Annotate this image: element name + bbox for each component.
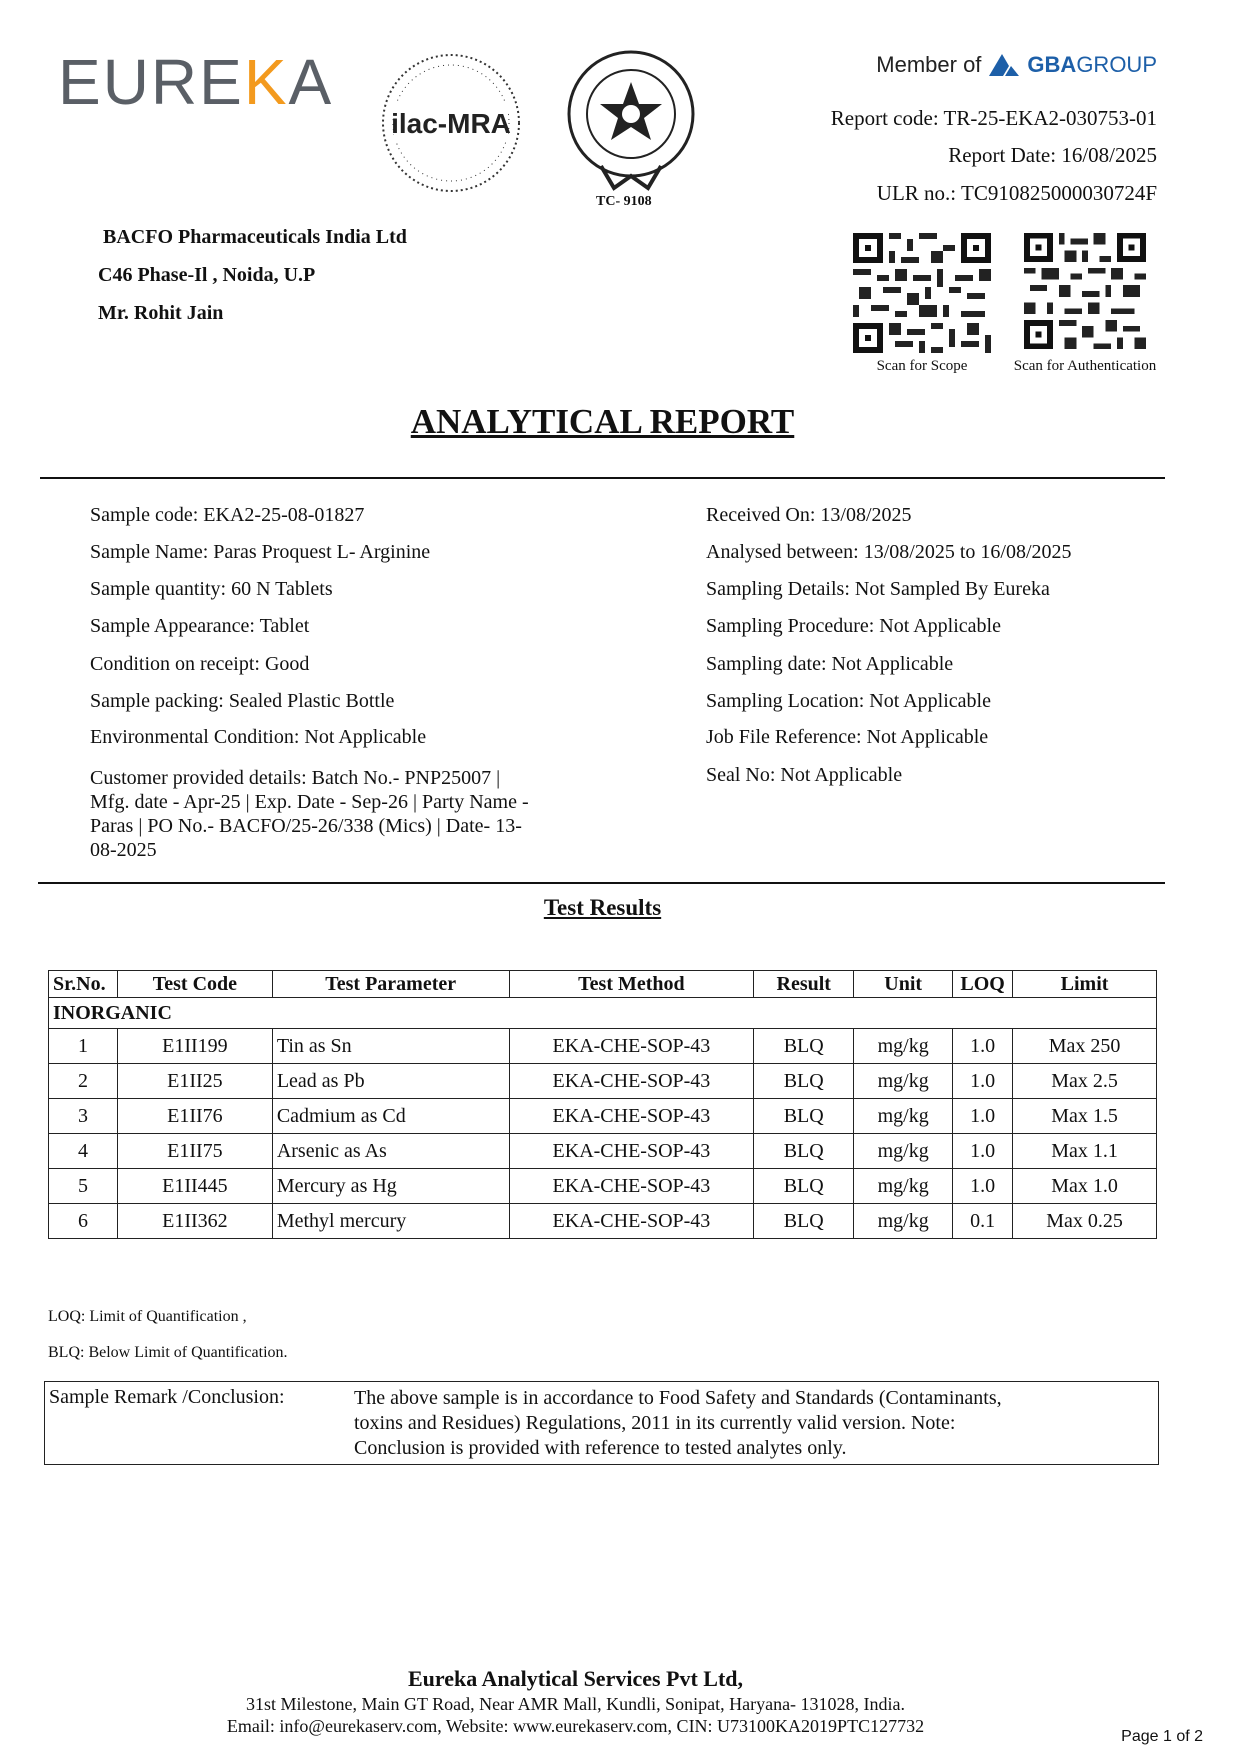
cell: E1II75 — [117, 1134, 272, 1169]
cell: Tin as Sn — [272, 1029, 509, 1064]
remark-text — [354, 1386, 1002, 1461]
cell: E1II362 — [117, 1204, 272, 1239]
sample-info-left — [90, 503, 529, 862]
cell: EKA-CHE-SOP-43 — [509, 1099, 754, 1134]
results-table — [48, 970, 1157, 1239]
col-header: LOQ — [953, 971, 1013, 998]
customer-details-line: Mfg. date - Apr-25 | Exp. Date - Sep-26 | Party Name - — [90, 791, 529, 813]
cell: mg/kg — [854, 1099, 953, 1134]
col-header: Limit — [1013, 971, 1157, 998]
cell: 6 — [49, 1204, 118, 1239]
nabl-seal — [556, 48, 706, 210]
table-row — [49, 1134, 1157, 1169]
cell: EKA-CHE-SOP-43 — [509, 1169, 754, 1204]
cell: 1 — [49, 1029, 118, 1064]
col-header: Test Method — [509, 971, 754, 998]
cell: 1.0 — [953, 1134, 1013, 1169]
customer-details-line: Customer provided details: Batch No.- PNP25007 | — [90, 767, 501, 789]
report-code: Report code: TR-25-EKA2-030753-01 — [830, 106, 1157, 130]
cell: mg/kg — [854, 1029, 953, 1064]
cell: mg/kg — [854, 1064, 953, 1099]
report-title: ANALYTICAL REPORT — [410, 402, 795, 441]
ilac-mra-seal — [378, 50, 524, 196]
gba-text: GBA — [1027, 52, 1077, 77]
customer-provided-details — [90, 766, 529, 862]
sample-appearance: Sample Appearance: Tablet — [90, 615, 310, 637]
qr-scope-caption: Scan for Scope — [876, 358, 968, 374]
cell: 5 — [49, 1169, 118, 1204]
footer-company: Eureka Analytical Services Pvt Ltd, — [407, 1666, 744, 1691]
job-file-reference: Job File Reference: Not Applicable — [706, 726, 989, 748]
cell: Max 2.5 — [1013, 1064, 1157, 1099]
cell: 1.0 — [953, 1099, 1013, 1134]
condition-on-receipt: Condition on receipt: Good — [90, 653, 310, 675]
ulr-number: ULR no.: TC910825000030724F — [876, 181, 1157, 205]
table-row — [49, 1064, 1157, 1099]
cell: EKA-CHE-SOP-43 — [509, 1204, 754, 1239]
remark-line: The above sample is in accordance to Food Safety and Standards (Contaminants, — [354, 1387, 1002, 1409]
gba-logo-icon — [989, 54, 1019, 76]
table-group-row — [49, 998, 1157, 1029]
sample-info-right — [706, 503, 1072, 787]
footer-address: 31st Milestone, Main GT Road, Near AMR Mall, Kundli, Sonipat, Haryana- 131028, India. — [245, 1694, 906, 1714]
customer-details-line: 08-2025 — [90, 839, 157, 861]
col-header: Test Code — [117, 971, 272, 998]
qr-code-scope[interactable] — [853, 232, 991, 354]
footer-contact: Email: info@eurekaserv.com, Website: www.eurekaserv.com, CIN: U73100KA2019PTC127732 — [226, 1716, 925, 1736]
cell: 1.0 — [953, 1064, 1013, 1099]
col-header: Result — [754, 971, 854, 998]
cell: Max 1.1 — [1013, 1134, 1157, 1169]
member-prefix: Member of — [876, 52, 982, 77]
table-header-row — [49, 971, 1157, 998]
col-header: Sr.No. — [49, 971, 118, 998]
customer-contact: Mr. Rohit Jain — [98, 302, 224, 324]
tc-number: TC- 9108 — [596, 194, 652, 209]
remark-line: toxins and Residues) Regulations, 2011 in its currently valid version. Note: — [354, 1412, 956, 1434]
environmental-condition: Environmental Condition: Not Applicable — [90, 726, 427, 748]
cell: BLQ — [754, 1134, 854, 1169]
cell: 4 — [49, 1134, 118, 1169]
cell: BLQ — [754, 1169, 854, 1204]
cell: BLQ — [754, 1029, 854, 1064]
remark-box — [44, 1381, 1159, 1465]
cell: E1II445 — [117, 1169, 272, 1204]
col-header: Test Parameter — [272, 971, 509, 998]
cell: Mercury as Hg — [272, 1169, 509, 1204]
cell: Methyl mercury — [272, 1204, 509, 1239]
cell: Lead as Pb — [272, 1064, 509, 1099]
table-row — [49, 1204, 1157, 1239]
cell: EKA-CHE-SOP-43 — [509, 1029, 754, 1064]
table-row — [49, 1169, 1157, 1204]
qr-auth-caption: Scan for Authentication — [1013, 358, 1157, 374]
cell: Max 1.0 — [1013, 1169, 1157, 1204]
cell: BLQ — [754, 1064, 854, 1099]
ilac-mra-text: ilac-MRA — [391, 108, 511, 139]
cell: 1.0 — [953, 1169, 1013, 1204]
cell: BLQ — [754, 1099, 854, 1134]
cell: E1II76 — [117, 1099, 272, 1134]
col-header: Unit — [854, 971, 953, 998]
test-results-title: Test Results — [543, 895, 662, 920]
sample-packing: Sample packing: Sealed Plastic Bottle — [90, 690, 395, 712]
page-number: Page 1 of 2 — [1121, 1728, 1203, 1745]
customer-address: C46 Phase-Il , Noida, U.P — [98, 264, 316, 286]
report-date: Report Date: 16/08/2025 — [948, 143, 1157, 167]
sampling-date: Sampling date: Not Applicable — [706, 653, 954, 675]
cell: 0.1 — [953, 1204, 1013, 1239]
sample-code: Sample code: EKA2-25-08-01827 — [90, 504, 365, 526]
divider-top — [40, 477, 1165, 479]
group-label: INORGANIC — [49, 998, 1157, 1029]
cell: EKA-CHE-SOP-43 — [509, 1064, 754, 1099]
cell: Arsenic as As — [272, 1134, 509, 1169]
seal-no: Seal No: Not Applicable — [706, 764, 903, 786]
cell: EKA-CHE-SOP-43 — [509, 1134, 754, 1169]
eureka-logo: EUREKA — [58, 46, 334, 118]
cell: E1II199 — [117, 1029, 272, 1064]
cell: mg/kg — [854, 1204, 953, 1239]
member-of-gba — [876, 52, 1157, 78]
customer-details-line: Paras | PO No.- BACFO/25-26/338 (Mics) | Date- 13- — [90, 815, 522, 837]
received-on: Received On: 13/08/2025 — [706, 504, 912, 526]
divider-middle — [38, 882, 1165, 884]
sample-name: Sample Name: Paras Proquest L- Arginine — [90, 541, 431, 563]
remark-line: Conclusion is provided with reference to tested analytes only. — [354, 1437, 847, 1459]
sampling-location: Sampling Location: Not Applicable — [706, 690, 991, 712]
cell: mg/kg — [854, 1134, 953, 1169]
customer-name: BACFO Pharmaceuticals India Ltd — [103, 226, 407, 248]
cell: Max 1.5 — [1013, 1099, 1157, 1134]
cell: 3 — [49, 1099, 118, 1134]
blq-note: BLQ: Below Limit of Quantification. — [48, 1344, 288, 1361]
cell: Max 250 — [1013, 1029, 1157, 1064]
cell: BLQ — [754, 1204, 854, 1239]
cell: 2 — [49, 1064, 118, 1099]
table-row — [49, 1099, 1157, 1134]
qr-code-authentication[interactable] — [1024, 232, 1146, 350]
remark-label: Sample Remark /Conclusion: — [49, 1386, 285, 1408]
cell: E1II25 — [117, 1064, 272, 1099]
cell: Cadmium as Cd — [272, 1099, 509, 1134]
loq-note: LOQ: Limit of Quantification , — [48, 1308, 247, 1325]
table-row — [49, 1029, 1157, 1064]
cell: 1.0 — [953, 1029, 1013, 1064]
group-text: GROUP — [1076, 52, 1157, 77]
sampling-procedure: Sampling Procedure: Not Applicable — [706, 615, 1001, 637]
cell: mg/kg — [854, 1169, 953, 1204]
analysed-between: Analysed between: 13/08/2025 to 16/08/2025 — [706, 541, 1072, 563]
sampling-details: Sampling Details: Not Sampled By Eureka — [706, 578, 1050, 600]
sample-quantity: Sample quantity: 60 N Tablets — [90, 578, 333, 600]
cell: Max 0.25 — [1013, 1204, 1157, 1239]
